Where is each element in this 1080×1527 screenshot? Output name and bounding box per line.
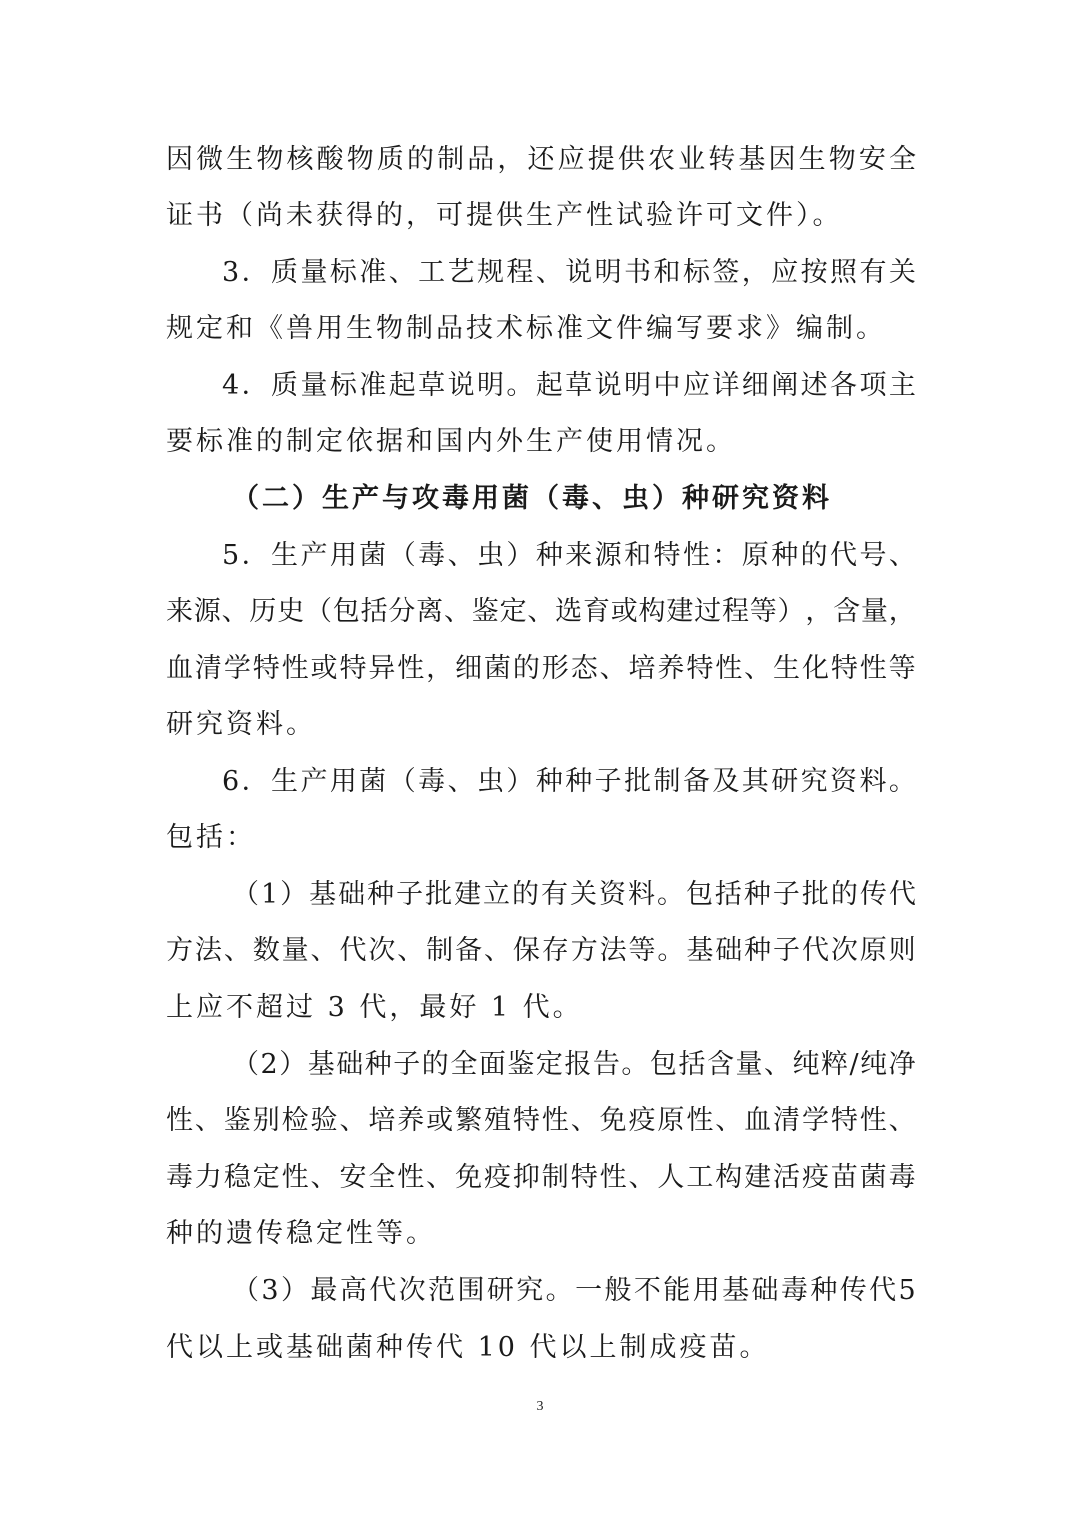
item-3-line-1: 3 ． 质 量 标 准 、 工 艺 规 程 、 说 明 书 和 标 签 ， 应 按 照 有 关 (222, 257, 916, 288)
subitem-3-line-2: 代以上或基础菌种传代 10 代以上制成疫苗。 (166, 1332, 770, 1363)
page-number: 3 (536, 1399, 544, 1414)
subitem-1-line-3: 上应不超过 3 代，最好 1 代。 (166, 992, 583, 1023)
body-line-2: 证书（尚未获得的，可提供生产性试验许可文件）。 (166, 200, 843, 231)
subitem-1-line-2: 方 法 、 数 量 、 代 次 、 制 备 、 保 存 方 法 等 。 基 础 种 子 代 次 原 则 (166, 935, 916, 966)
item-6-line-1: 6 ． 生 产 用 菌 （ 毒 、 虫 ） 种 种 子 批 制 备 及 其 研 究 资 料 。 (222, 766, 916, 797)
subitem-1-line-1: （ 1 ） 基 础 种 子 批 建 立 的 有 关 资 料 。 包 括 种 子 批 的 传 代 (232, 879, 916, 910)
section-heading: （二）生产与攻毒用菌（毒、虫）种研究资料 (232, 483, 832, 514)
item-5-line-2: 来 源 、 历 史 （ 包 括 分 离 、 鉴 定 、 选 育 或 构 建 过 程 等 ） ， 含 量 ， (166, 596, 916, 627)
item-5-line-3: 血 清 学 特 性 或 特 异 性 ， 细 菌 的 形 态 、 培 养 特 性 、 生 化 特 性 等 (166, 653, 916, 684)
item-4-line-2: 要标准的制定依据和国内外生产使用情况。 (166, 426, 736, 457)
subitem-2-line-2: 性 、 鉴 别 检 验 、 培 养 或 繁 殖 特 性 、 免 疫 原 性 、 血 清 学 特 性 、 (166, 1105, 916, 1136)
item-4-line-1: 4 ． 质 量 标 准 起 草 说 明 。 起 草 说 明 中 应 详 细 阐 述 各 项 主 (222, 370, 916, 401)
item-3-line-2: 规定和《兽用生物制品技术标准文件编写要求》编制。 (166, 313, 886, 344)
subitem-2-line-3: 毒 力 稳 定 性 、 安 全 性 、 免 疫 抑 制 特 性 、 人 工 构 建 活 疫 苗 菌 毒 (166, 1162, 916, 1193)
item-6-line-2: 包括： (166, 822, 256, 853)
subitem-3-line-1: （ 3 ） 最 高 代 次 范 围 研 究 。 一 般 不 能 用 基 础 毒 种 传 代 5 (232, 1275, 916, 1306)
subitem-2-line-4: 种的遗传稳定性等。 (166, 1218, 436, 1249)
subitem-2-line-1: （ 2 ） 基 础 种 子 的 全 面 鉴 定 报 告 。 包 括 含 量 、 纯 粹 / 纯 净 (232, 1049, 916, 1080)
item-5-line-1: 5 ． 生 产 用 菌 （ 毒 、 虫 ） 种 来 源 和 特 性 ： 原 种 的 代 号 、 (222, 540, 916, 571)
item-5-line-4: 研究资料。 (166, 709, 316, 740)
body-line-1: 因 微 生 物 核 酸 物 质 的 制 品 ， 还 应 提 供 农 业 转 基 因 生 物 安 全 (166, 144, 916, 175)
